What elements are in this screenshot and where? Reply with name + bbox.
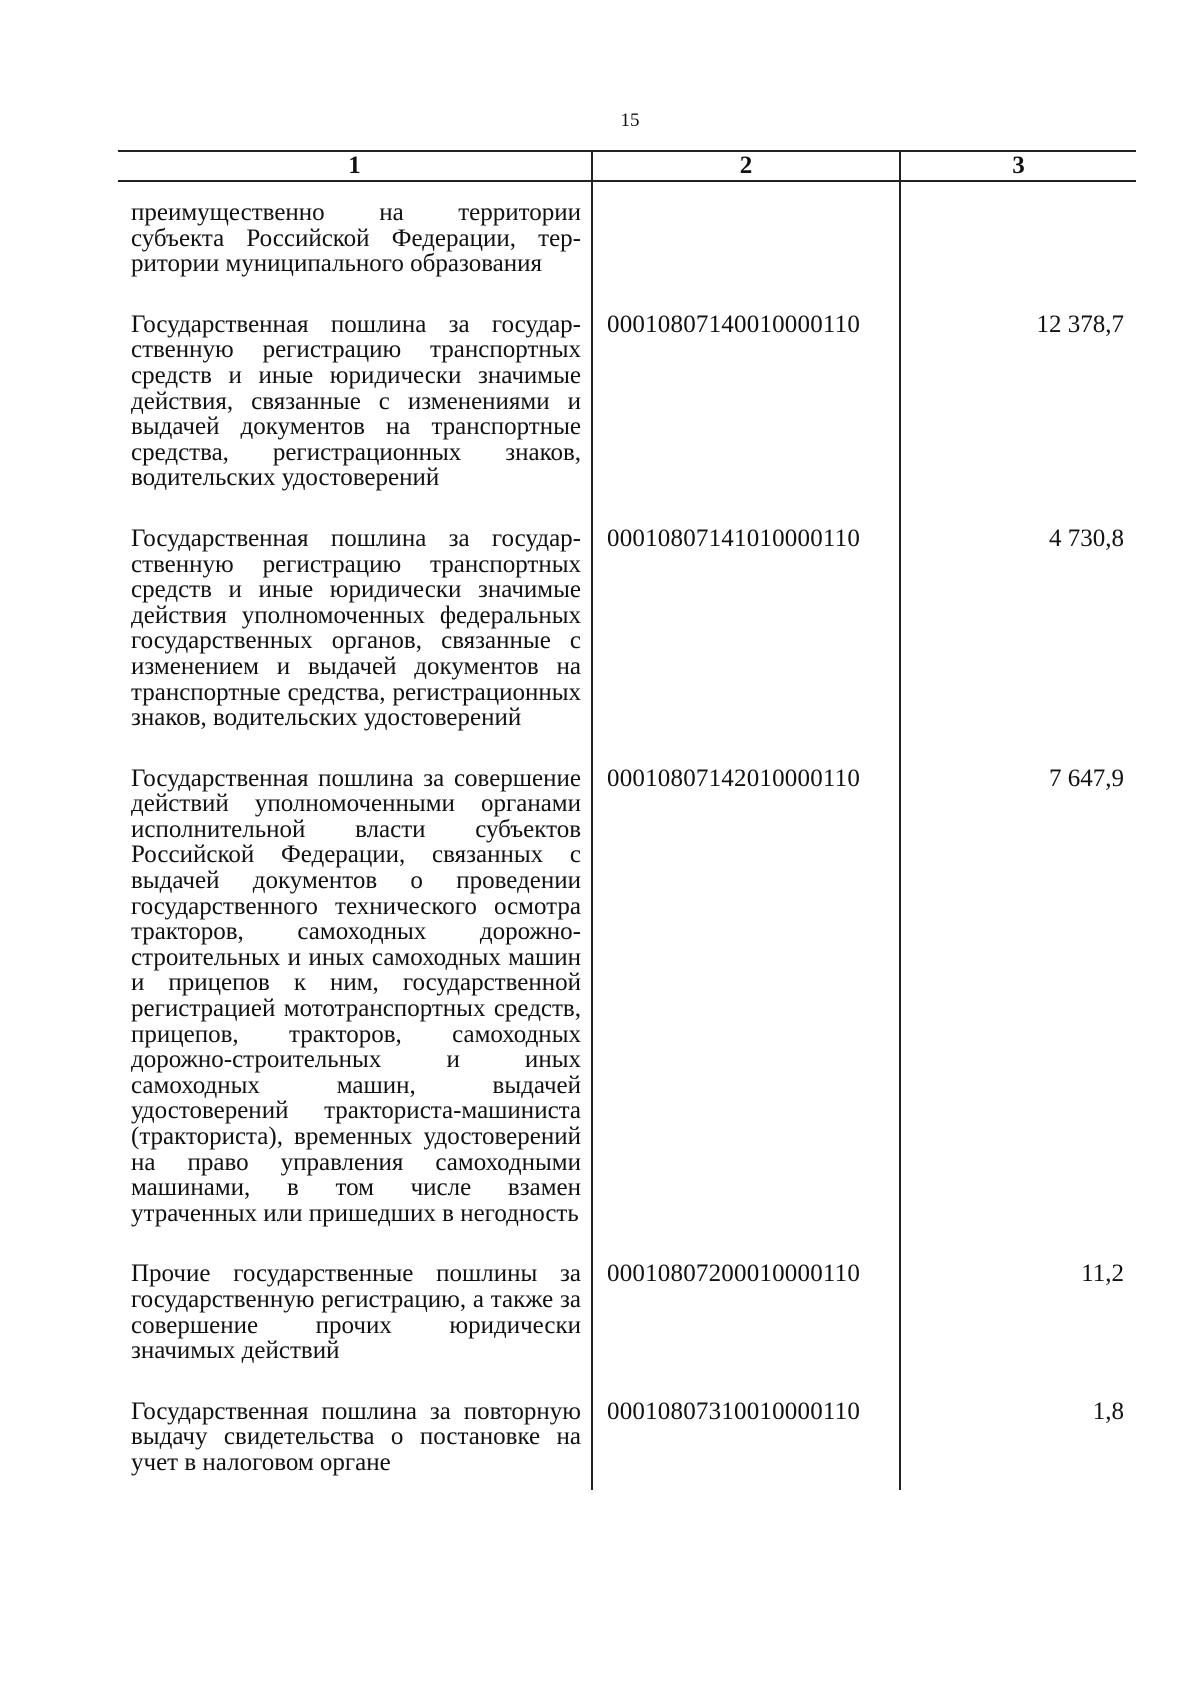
row-code-cell: 00010807200010000110 [592, 1261, 900, 1398]
row-name-cell: Государственная пошлина за повторную выдачу свидетельства о постановке на учет в налоговом органе [131, 1397, 581, 1476]
table-row [118, 766, 1136, 1262]
table-row [118, 526, 1136, 766]
row-name-cell: преимущественно на территории субъекта Российской Федерации, территории муниципального образования [131, 199, 581, 278]
revenue-table-container [118, 150, 1136, 1490]
row-code-cell: 00010807140010000110 [592, 312, 900, 526]
row-code-cell: 00010807142010000110 [592, 766, 900, 1262]
row-name-cell: Государственная пошлина за совершение действий уполномоченными органами исполнительной власти субъектов Российской Федерации, связанных с выдачей документов о проведении государственного технического осмотра тракторов, самоходных дорожно-строительных и иных самоходных машин и прицепов к ним, государственной регистрацией мототранспортных средств, прицепов, тракторов, самоходных дорожно-строительных и иных самоходных машин, выдачей удостоверений тракториста-машиниста (тракториста), временных удостоверений на право управления самоходными машинами, в том числе взамен утраченных или пришедших в негодность [131, 764, 581, 1227]
column-header-1: 1 [118, 151, 592, 181]
row-amount-cell: 11,2 [900, 1261, 1136, 1398]
table-row [118, 1399, 1136, 1490]
row-amount-cell [900, 181, 1136, 312]
row-name-cell: Прочие государственные пошлины за государственную регистрацию, а также за совершение прочих юридически значимых действий [131, 1260, 581, 1365]
row-code-cell: 00010807141010000110 [592, 526, 900, 766]
column-header-3: 3 [900, 151, 1136, 181]
row-code-cell: 00010807310010000110 [592, 1399, 900, 1490]
table-row [118, 312, 1136, 526]
column-header-2: 2 [592, 151, 900, 181]
row-amount-cell: 1,8 [900, 1399, 1136, 1490]
row-name-cell: Государственная пошлина за государственную регистрацию транспортных средств и иные юридически значимые действия, связанные с изменениями и выдачей документов на транспортные средства, регистрационных знаков, водительских удостоверений [131, 310, 581, 492]
table-row [118, 181, 1136, 312]
row-amount-cell: 4 730,8 [900, 526, 1136, 766]
table-header-row [118, 151, 1136, 181]
page-number: 15 [620, 110, 640, 131]
row-amount-cell: 12 378,7 [900, 312, 1136, 526]
row-amount-cell: 7 647,9 [900, 766, 1136, 1262]
row-code-cell [592, 181, 900, 312]
revenue-table [118, 150, 1136, 1490]
table-row [118, 1261, 1136, 1398]
row-name-cell: Государственная пошлина за государственную регистрацию транспортных средств и иные юридически значимые действия уполномоченных федеральных государственных органов, связанные с изменением и выдачей документов на транспортные средства, регистрационных знаков, водительских удостоверений [131, 524, 581, 732]
